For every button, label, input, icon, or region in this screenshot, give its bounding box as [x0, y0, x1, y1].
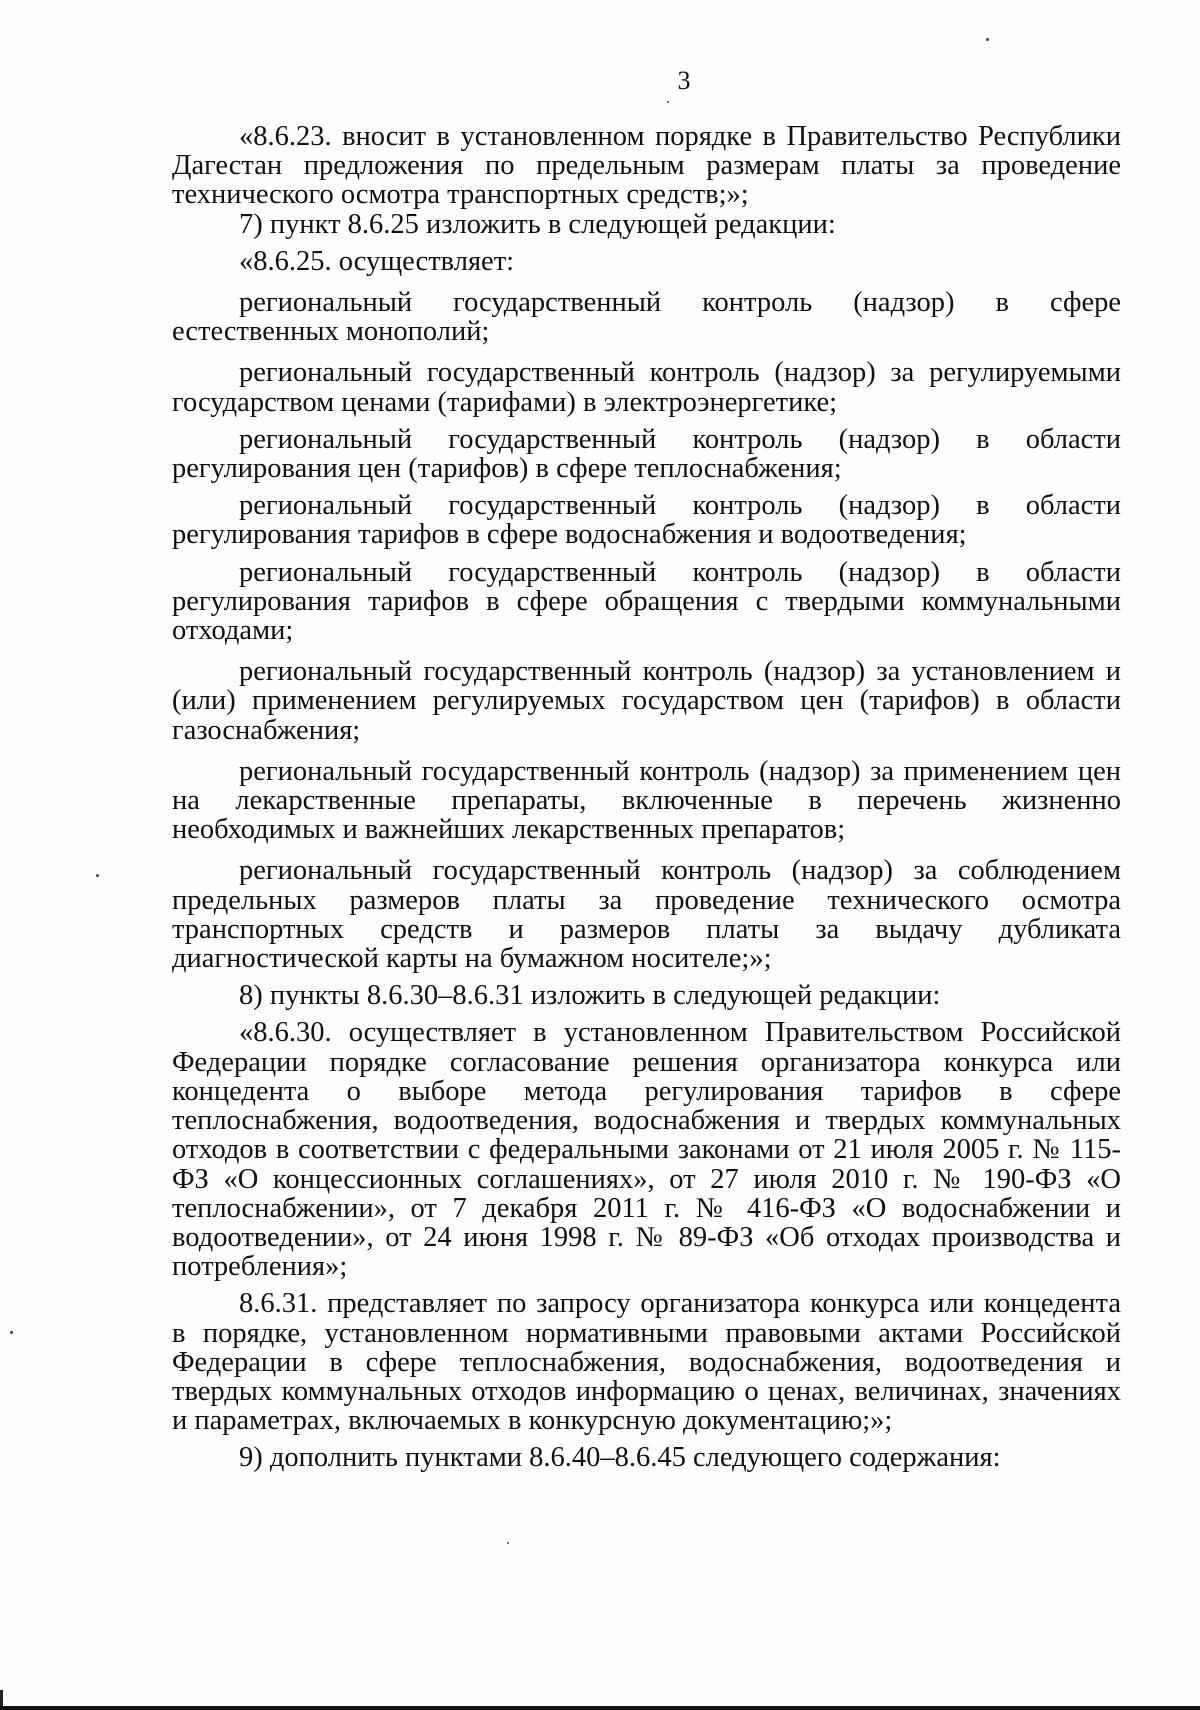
document-body — [172, 122, 1121, 1473]
paragraph-8-6-25-intro: «8.6.25. осуществляет: — [239, 245, 515, 277]
scan-speck — [96, 874, 99, 877]
paragraph-8-6-31: 8.6.31. представляет по запросу организатора конкурса или концедента в порядке, установленном нормативными правовыми актами Российской Федерации в сфере теплоснабжения, водоснабжения, водоотведения и твердых коммунальных отходов информацию о ценах, величинах, значениях и параметрах, включаемых в конкурсную документацию;»; — [172, 1288, 1121, 1437]
paragraph-control-inspection-fees: региональный государственный контроль (надзор) за соблюдением предельных размеров платы за проведение технического осмотра транспортных средств и размеров платы за выдачу дубликата диагностической карты на бумажном носителе;»; — [172, 855, 1121, 975]
paragraph-8-6-23: «8.6.23. вносит в установленном порядке в Правительство Республики Дагестан предложения по предельным размерам платы за проведение технического осмотра транспортных средств;»; — [172, 121, 1121, 211]
scan-speck — [10, 1331, 13, 1334]
paragraph-control-medicines: региональный государственный контроль (надзор) за применением цен на лекарственные препараты, включенные в перечень жизненно необходимых и важнейших лекарственных препаратов; — [172, 755, 1121, 846]
page-number: 3 — [677, 66, 691, 95]
paragraph-item-8: 8) пункты 8.6.30–8.6.31 изложить в следующей редакции: — [239, 980, 941, 1012]
scan-speck — [986, 38, 989, 41]
paragraph-control-electricity: региональный государственный контроль (надзор) за регулируемыми государством ценами (тарифами) в электроэнергетике; — [172, 357, 1121, 418]
paragraph-control-gas: региональный государственный контроль (надзор) за установлением и (или) применением регулируемых государством цен (тарифов) в области газоснабжения; — [172, 656, 1121, 746]
scan-speck — [507, 1542, 509, 1544]
scan-edge-bottom — [0, 1706, 1200, 1710]
paragraph-control-heat: региональный государственный контроль (надзор) в области регулирования цен (тарифов) в сфере теплоснабжения; — [172, 423, 1121, 485]
paragraph-item-7: 7) пункт 8.6.25 изложить в следующей редакции: — [239, 208, 836, 240]
paragraph-item-9: 9) дополнить пунктами 8.6.40–8.6.45 следующего содержания: — [239, 1442, 1001, 1474]
scan-speck — [667, 101, 669, 103]
paragraph-control-waste: региональный государственный контроль (надзор) в области регулирования тарифов в сфере обращения с твердыми коммунальными отходами; — [172, 556, 1121, 647]
paragraph-control-water: региональный государственный контроль (надзор) в области регулирования тарифов в сфере водоснабжения и водоотведения; — [172, 490, 1121, 551]
paragraph-control-natural-monopolies: региональный государственный контроль (надзор) в сфере естественных монополий; — [172, 287, 1121, 348]
paragraph-8-6-30: «8.6.30. осуществляет в установленном Правительством Российской Федерации порядке согласование решения организатора конкурса или концедента о выборе метода регулирования тарифов в сфере теплоснабжения, водоотведения, водоснабжения и твердых коммунальных отходов в соответствии с федеральными законами от 21 июля 2005 г. № 115-ФЗ «О концессионных соглашениях», от 27 июля 2010 г. № 190-ФЗ «О теплоснабжении», от 7 декабря 2011 г. № 416-ФЗ «О водоснабжении и водоотведении», от 24 июня 1998 г. № 89-ФЗ «Об отходах производства и потребления»; — [172, 1017, 1121, 1283]
